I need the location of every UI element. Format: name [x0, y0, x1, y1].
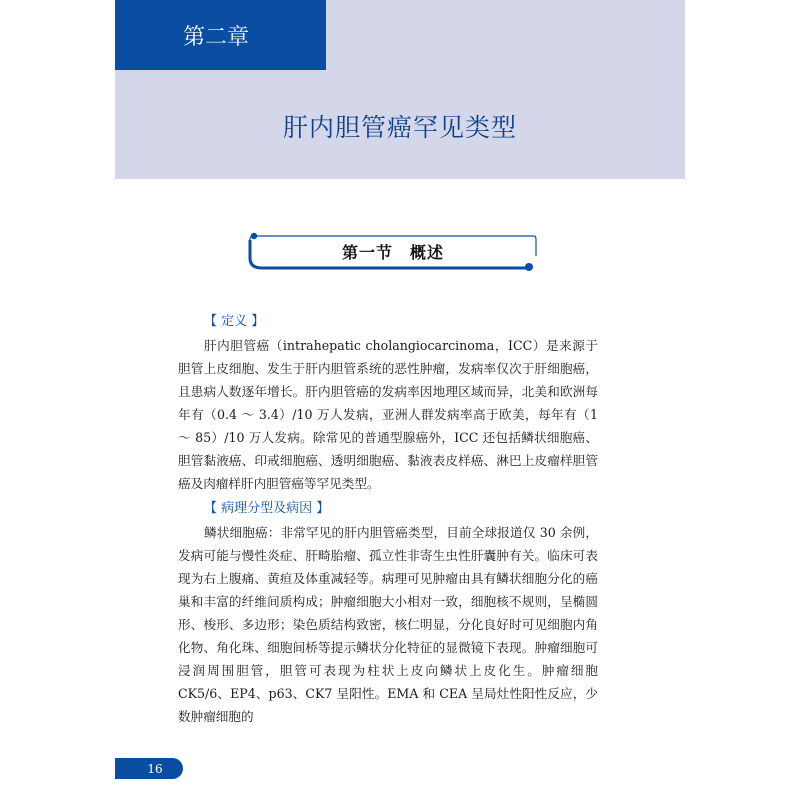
pathology-heading: 【 病理分型及病因 】: [204, 501, 330, 516]
section-title: 第一节 概述: [341, 243, 444, 262]
chapter-label: 第二章: [115, 0, 326, 70]
body-content: [178, 310, 598, 728]
chapter-title: 肝内胆管癌罕见类型: [282, 113, 517, 142]
pathology-paragraph: 鳞状细胞癌：非常罕见的肝内胆管癌类型，目前全球报道仅 30 余例，发病可能与慢性炎症、肝畸胎瘤、孤立性非寄生虫性肝囊肿有关。临床可表现为右上腹痛、黄疸及体重减轻等。病理可见肿瘤由具有鳞状细胞分化的癌巢和丰富的纤维间质构成；肿瘤细胞大小相对一致，细胞核不规则，呈椭圆形、梭形、多边形；染色质结构致密，核仁明显，分化良好时可见细胞内角化物、角化珠、细胞间桥等提示鳞状分化特征的显微镜下表现。肿瘤细胞可浸润周围胆管，胆管可表现为柱状上皮向鳞状上皮化生。肿瘤细胞 CK5/6、EP4、p63、CK7 呈阳性。EMA 和 CEA 呈局灶性阳性反应，少数肿瘤细胞的: [178, 525, 598, 724]
page-number: 16: [115, 758, 183, 779]
definition-heading: 【 定义 】: [204, 314, 265, 329]
definition-paragraph: 肝内胆管癌（intrahepatic cholangiocarcinoma，ICC）是来源于胆管上皮细胞、发生于肝内胆管系统的恶性肿瘤，发病率仅次于肝细胞癌，且患病人数逐年增长。肝内胆管癌的发病率因地理区域而异，北美和欧洲每年有（0.4 ～ 3.4）/10 万人发病，亚洲人群发病率高于欧美，每年有（1 ～ 85）/10 万人发病。除常见的普通型腺癌外，ICC 还包括鳞状细胞癌、胆管黏液癌、印戒细胞癌、透明细胞癌、黏液表皮样癌、淋巴上皮瘤样胆管癌及肉瘤样肝内胆管癌等罕见类型。: [178, 338, 598, 491]
